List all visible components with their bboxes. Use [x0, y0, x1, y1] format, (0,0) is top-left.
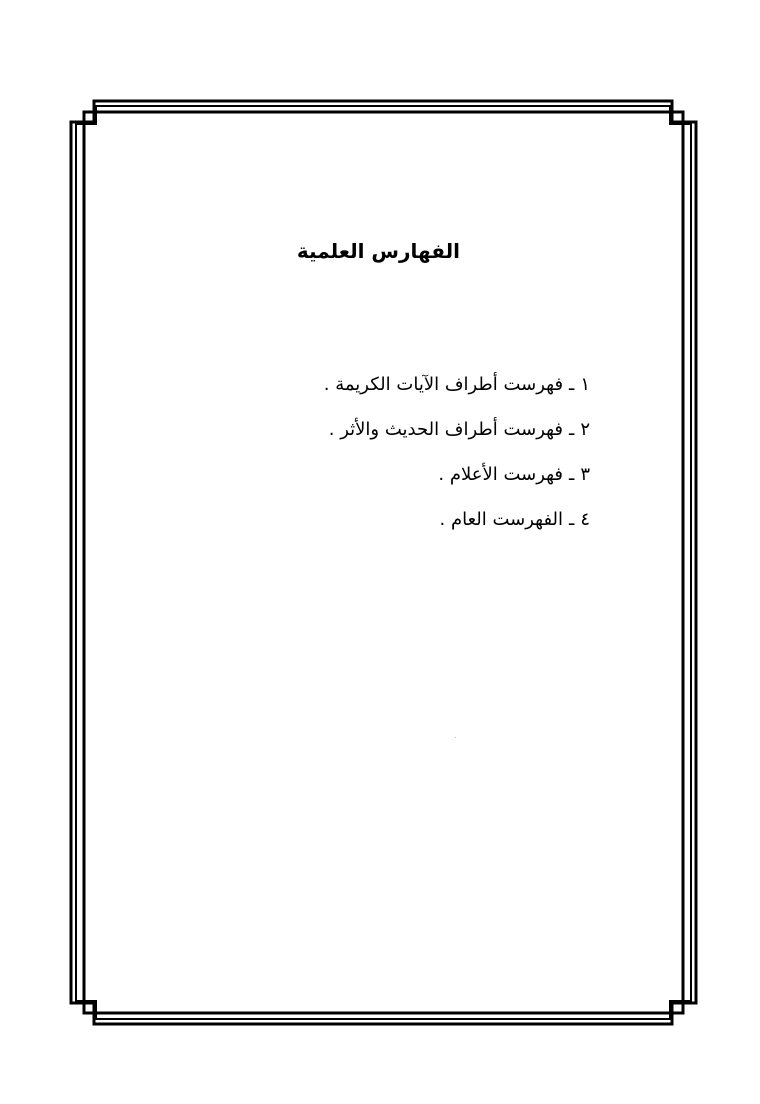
index-item-number: ٣ [580, 464, 590, 485]
index-item-separator: ـ [569, 374, 575, 395]
index-item-separator: ـ [569, 464, 575, 485]
index-list [240, 366, 590, 546]
index-item-quran-verses [240, 366, 590, 411]
index-item-separator: ـ [569, 419, 575, 440]
index-item-number: ٢ [580, 419, 590, 440]
index-item-label: فهرست أطراف الحديث والأثر . [328, 419, 564, 440]
index-item-general-contents [240, 501, 590, 546]
index-item-label: فهرست الأعلام . [438, 464, 564, 485]
index-item-notable-persons [240, 456, 590, 501]
scan-speck [455, 737, 456, 738]
index-item-hadith [240, 411, 590, 456]
page-title: الفهارس العلمية [296, 239, 460, 263]
index-item-label: الفهرست العام . [439, 509, 564, 530]
index-item-label: فهرست أطراف الآيات الكريمة . [323, 374, 564, 395]
index-item-number: ٤ [580, 509, 590, 530]
index-item-number: ١ [580, 374, 590, 395]
index-item-separator: ـ [569, 509, 575, 530]
